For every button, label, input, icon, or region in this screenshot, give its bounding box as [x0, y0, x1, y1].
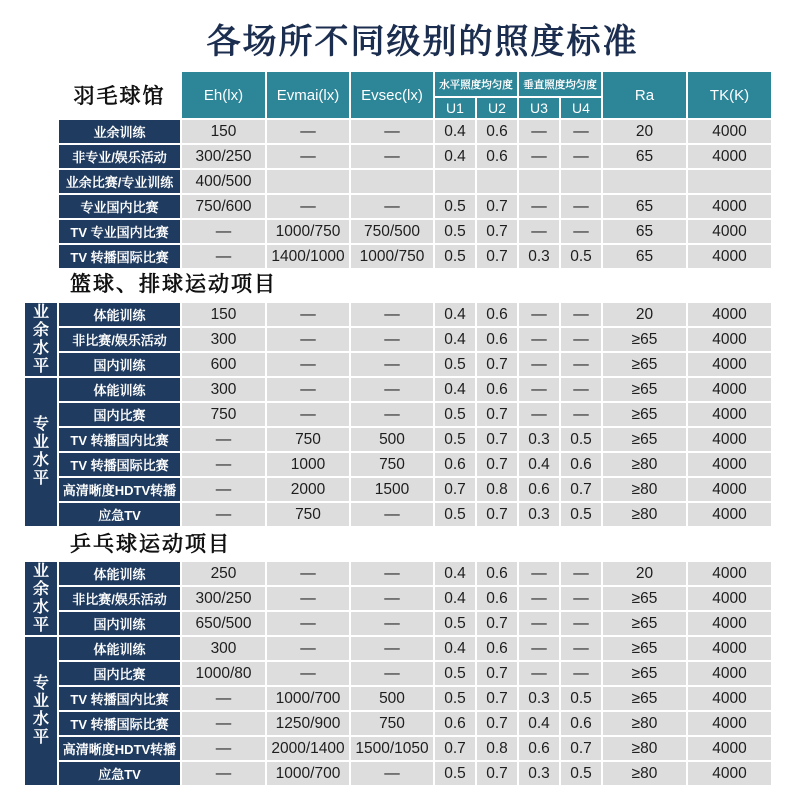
cell-u2: 0.6 — [477, 637, 517, 660]
row-label: 非专业/娱乐活动 — [59, 145, 180, 168]
cell-u1: 0.5 — [435, 245, 475, 268]
cell-evsec: — — [351, 403, 433, 426]
cell-tk: 4000 — [688, 478, 771, 501]
cell-ra: 65 — [603, 145, 686, 168]
row-label: 非比赛/娱乐活动 — [59, 587, 180, 610]
cell-eh: — — [182, 428, 265, 451]
cell-ra: ≥80 — [603, 478, 686, 501]
cell-u2: 0.7 — [477, 762, 517, 785]
cell-u3: 0.3 — [519, 503, 559, 526]
cell-ra: ≥65 — [603, 428, 686, 451]
cell-u3: 0.3 — [519, 687, 559, 710]
cell-evmai: — — [267, 353, 349, 376]
cell-ra: ≥80 — [603, 762, 686, 785]
cell-evmai: 2000 — [267, 478, 349, 501]
cell-evmai: — — [267, 378, 349, 401]
cell-u2: 0.7 — [477, 428, 517, 451]
cell-ra: ≥65 — [603, 328, 686, 351]
row-label: 高清晰度HDTV转播 — [59, 737, 180, 760]
cell-evmai: — — [267, 145, 349, 168]
cell-u1: 0.5 — [435, 762, 475, 785]
cell-ra: 20 — [603, 562, 686, 585]
cell-ra: ≥80 — [603, 453, 686, 476]
cell-eh: — — [182, 220, 265, 243]
cell-u2: 0.6 — [477, 587, 517, 610]
cell-u2: 0.7 — [477, 687, 517, 710]
cell-u3: 0.3 — [519, 762, 559, 785]
cell-tk: 4000 — [688, 453, 771, 476]
group-label — [25, 303, 57, 376]
table-body — [25, 120, 771, 268]
cell-u3: — — [519, 195, 559, 218]
cell-evsec: — — [351, 378, 433, 401]
cell-ra: 65 — [603, 245, 686, 268]
cell-u4: 0.5 — [561, 428, 601, 451]
row-label: 专业国内比赛 — [59, 195, 180, 218]
cell-evsec: 500 — [351, 687, 433, 710]
header-evsec: Evsec(lx) — [351, 72, 433, 118]
cell-u4: — — [561, 403, 601, 426]
cell-evmai: — — [267, 612, 349, 635]
cell-evmai: — — [267, 195, 349, 218]
cell-tk: 4000 — [688, 220, 771, 243]
cell-u4: — — [561, 195, 601, 218]
cell-u4: — — [561, 145, 601, 168]
cell-ra: ≥65 — [603, 662, 686, 685]
cell-evmai: 1000/750 — [267, 220, 349, 243]
cell-evsec: — — [351, 120, 433, 143]
cell-evmai: — — [267, 303, 349, 326]
cell-u3: — — [519, 662, 559, 685]
cell-eh: 650/500 — [182, 612, 265, 635]
cell-evsec: 750 — [351, 712, 433, 735]
cell-tk: 4000 — [688, 328, 771, 351]
cell-tk: 4000 — [688, 737, 771, 760]
cell-tk: 4000 — [688, 712, 771, 735]
cell-u2: 0.7 — [477, 612, 517, 635]
cell-u1: 0.5 — [435, 662, 475, 685]
cell-eh: 1000/80 — [182, 662, 265, 685]
cell-u2: 0.7 — [477, 662, 517, 685]
cell-evmai: — — [267, 587, 349, 610]
cell-evsec — [351, 170, 433, 193]
cell-tk: 4000 — [688, 762, 771, 785]
cell-u4: 0.6 — [561, 453, 601, 476]
row-label: TV 转播国际比赛 — [59, 245, 180, 268]
cell-u1: 0.6 — [435, 453, 475, 476]
cell-evsec: 500 — [351, 428, 433, 451]
cell-u2: 0.7 — [477, 195, 517, 218]
cell-eh: 750/600 — [182, 195, 265, 218]
cell-evsec: 1500/1050 — [351, 737, 433, 760]
row-label: 体能训练 — [59, 637, 180, 660]
cell-tk: 4000 — [688, 662, 771, 685]
cell-evmai: 2000/1400 — [267, 737, 349, 760]
group-label-text: 业余水平 — [32, 303, 49, 375]
row-label: TV 转播国际比赛 — [59, 453, 180, 476]
cell-u1: 0.6 — [435, 712, 475, 735]
cell-u4: 0.5 — [561, 245, 601, 268]
cell-tk — [688, 170, 771, 193]
cell-u4: — — [561, 353, 601, 376]
cell-u1: 0.5 — [435, 353, 475, 376]
cell-u1: 0.4 — [435, 120, 475, 143]
cell-u1: 0.5 — [435, 195, 475, 218]
cell-u3: — — [519, 637, 559, 660]
cell-eh: 300 — [182, 328, 265, 351]
cell-u2: 0.6 — [477, 303, 517, 326]
cell-evsec: — — [351, 637, 433, 660]
cell-evmai: 750 — [267, 428, 349, 451]
cell-u3: — — [519, 328, 559, 351]
cell-tk: 4000 — [688, 195, 771, 218]
cell-u4: — — [561, 612, 601, 635]
cell-u4: — — [561, 303, 601, 326]
header-horizontal-uniformity: 水平照度均匀度 — [435, 72, 517, 96]
cell-tk: 4000 — [688, 637, 771, 660]
cell-evsec: — — [351, 353, 433, 376]
cell-u4: 0.6 — [561, 712, 601, 735]
cell-ra: ≥65 — [603, 687, 686, 710]
row-label: 应急TV — [59, 503, 180, 526]
cell-u2: 0.8 — [477, 737, 517, 760]
cell-tk: 4000 — [688, 503, 771, 526]
cell-u1: 0.4 — [435, 378, 475, 401]
row-label: 国内训练 — [59, 612, 180, 635]
cell-u4: 0.7 — [561, 478, 601, 501]
row-label: 国内训练 — [59, 353, 180, 376]
cell-u3: 0.3 — [519, 428, 559, 451]
cell-eh: — — [182, 687, 265, 710]
cell-eh: — — [182, 478, 265, 501]
cell-u1: 0.7 — [435, 737, 475, 760]
cell-eh: — — [182, 503, 265, 526]
cell-evsec: — — [351, 612, 433, 635]
cell-ra — [603, 170, 686, 193]
cell-eh: — — [182, 245, 265, 268]
cell-u1: 0.5 — [435, 503, 475, 526]
cell-eh: 300/250 — [182, 145, 265, 168]
cell-eh: 300 — [182, 378, 265, 401]
cell-u1: 0.5 — [435, 612, 475, 635]
cell-u3: 0.6 — [519, 737, 559, 760]
row-label: 体能训练 — [59, 378, 180, 401]
cell-evmai: — — [267, 120, 349, 143]
cell-u4: — — [561, 637, 601, 660]
group-label-text: 专业水平 — [32, 675, 49, 746]
cell-u3: — — [519, 612, 559, 635]
cell-u4: 0.5 — [561, 687, 601, 710]
cell-eh: 300 — [182, 637, 265, 660]
cell-u3: — — [519, 403, 559, 426]
row-label: 业余训练 — [59, 120, 180, 143]
cell-tk: 4000 — [688, 687, 771, 710]
cell-eh: 150 — [182, 120, 265, 143]
cell-ra: 65 — [603, 220, 686, 243]
cell-tk: 4000 — [688, 587, 771, 610]
table-body — [25, 562, 771, 785]
cell-u2: 0.6 — [477, 120, 517, 143]
cell-eh: — — [182, 453, 265, 476]
row-label: 国内比赛 — [59, 403, 180, 426]
cell-evmai: 1250/900 — [267, 712, 349, 735]
cell-u3 — [519, 170, 559, 193]
cell-tk: 4000 — [688, 145, 771, 168]
cell-ra: ≥80 — [603, 503, 686, 526]
cell-evsec: — — [351, 562, 433, 585]
cell-evsec: 1000/750 — [351, 245, 433, 268]
cell-u3: 0.3 — [519, 245, 559, 268]
cell-eh: 600 — [182, 353, 265, 376]
cell-evmai: — — [267, 403, 349, 426]
cell-u1: 0.4 — [435, 303, 475, 326]
group-label — [25, 562, 57, 635]
cell-u2: 0.7 — [477, 220, 517, 243]
cell-evsec: — — [351, 662, 433, 685]
cell-u2: 0.6 — [477, 145, 517, 168]
cell-ra: ≥65 — [603, 612, 686, 635]
cell-evmai: — — [267, 662, 349, 685]
cell-u3: — — [519, 378, 559, 401]
header-tk: TK(K) — [688, 72, 771, 118]
cell-u1: 0.4 — [435, 328, 475, 351]
header-eh: Eh(lx) — [182, 72, 265, 118]
cell-evmai: 1000 — [267, 453, 349, 476]
section-title: 篮球、排球运动项目 — [70, 273, 277, 296]
cell-tk: 4000 — [688, 562, 771, 585]
cell-evsec: — — [351, 587, 433, 610]
cell-tk: 4000 — [688, 403, 771, 426]
cell-u3: — — [519, 303, 559, 326]
cell-u4: — — [561, 378, 601, 401]
cell-eh: — — [182, 762, 265, 785]
cell-u4: — — [561, 562, 601, 585]
cell-tk: 4000 — [688, 378, 771, 401]
cell-ra: ≥65 — [603, 587, 686, 610]
cell-eh: 250 — [182, 562, 265, 585]
cell-u4: 0.5 — [561, 762, 601, 785]
header-vertical-uniformity: 垂直照度均匀度 — [519, 72, 601, 96]
cell-u2: 0.6 — [477, 378, 517, 401]
cell-u1: 0.4 — [435, 637, 475, 660]
cell-u3: — — [519, 145, 559, 168]
cell-u4: — — [561, 587, 601, 610]
table-header — [25, 72, 771, 118]
cell-tk: 4000 — [688, 353, 771, 376]
cell-evsec: — — [351, 195, 433, 218]
cell-u4: 0.5 — [561, 503, 601, 526]
cell-eh: 300/250 — [182, 587, 265, 610]
cell-eh: — — [182, 737, 265, 760]
cell-evmai: — — [267, 328, 349, 351]
cell-eh: 750 — [182, 403, 265, 426]
group-label-text: 专业水平 — [32, 416, 49, 487]
cell-u1: 0.5 — [435, 403, 475, 426]
cell-u3: — — [519, 220, 559, 243]
cell-u1 — [435, 170, 475, 193]
cell-ra: ≥80 — [603, 712, 686, 735]
cell-u1: 0.5 — [435, 428, 475, 451]
cell-tk: 4000 — [688, 428, 771, 451]
cell-u4: — — [561, 220, 601, 243]
cell-ra: 20 — [603, 120, 686, 143]
cell-u1: 0.5 — [435, 687, 475, 710]
row-label: TV 转播国内比赛 — [59, 687, 180, 710]
cell-u2: 0.6 — [477, 562, 517, 585]
cell-evsec: — — [351, 328, 433, 351]
cell-u4: — — [561, 662, 601, 685]
row-label: 国内比赛 — [59, 662, 180, 685]
cell-evsec: 1500 — [351, 478, 433, 501]
row-label: 体能训练 — [59, 562, 180, 585]
cell-u2: 0.7 — [477, 503, 517, 526]
cell-evmai: — — [267, 562, 349, 585]
cell-evmai: 1000/700 — [267, 762, 349, 785]
cell-evmai: 1000/700 — [267, 687, 349, 710]
cell-u2: 0.7 — [477, 453, 517, 476]
cell-evmai: 1400/1000 — [267, 245, 349, 268]
header-evmai: Evmai(lx) — [267, 72, 349, 118]
cell-u1: 0.4 — [435, 562, 475, 585]
cell-u4: 0.7 — [561, 737, 601, 760]
cell-evsec: — — [351, 762, 433, 785]
cell-ra: ≥65 — [603, 353, 686, 376]
row-label: TV 专业国内比赛 — [59, 220, 180, 243]
row-label: 业余比赛/专业训练 — [59, 170, 180, 193]
cell-evsec: 750/500 — [351, 220, 433, 243]
cell-eh: — — [182, 712, 265, 735]
cell-u4: — — [561, 328, 601, 351]
header-ra: Ra — [603, 72, 686, 118]
group-label-text: 业余水平 — [32, 562, 49, 634]
cell-u3: — — [519, 562, 559, 585]
section-title: 羽毛球馆 — [73, 85, 166, 108]
cell-evsec: — — [351, 503, 433, 526]
cell-u3: 0.6 — [519, 478, 559, 501]
cell-evmai — [267, 170, 349, 193]
row-label: TV 转播国际比赛 — [59, 712, 180, 735]
group-label — [25, 378, 57, 526]
cell-evsec: 750 — [351, 453, 433, 476]
cell-u3: — — [519, 120, 559, 143]
cell-ra: ≥65 — [603, 378, 686, 401]
row-label: 高清晰度HDTV转播 — [59, 478, 180, 501]
cell-ra: ≥65 — [603, 403, 686, 426]
cell-ra: ≥65 — [603, 637, 686, 660]
cell-evsec: — — [351, 145, 433, 168]
cell-tk: 4000 — [688, 120, 771, 143]
group-label — [25, 637, 57, 785]
cell-eh: 150 — [182, 303, 265, 326]
section-title: 乒乓球运动项目 — [70, 533, 231, 556]
cell-evsec: — — [351, 303, 433, 326]
header-u1: U1 — [435, 98, 475, 118]
cell-evmai: 750 — [267, 503, 349, 526]
table-body — [25, 303, 771, 526]
row-label: 非比赛/娱乐活动 — [59, 328, 180, 351]
cell-tk: 4000 — [688, 245, 771, 268]
cell-u2: 0.6 — [477, 328, 517, 351]
cell-ra: 20 — [603, 303, 686, 326]
row-label: 应急TV — [59, 762, 180, 785]
cell-u3: 0.4 — [519, 453, 559, 476]
row-label: 体能训练 — [59, 303, 180, 326]
cell-u2: 0.7 — [477, 712, 517, 735]
cell-ra: 65 — [603, 195, 686, 218]
cell-u4: — — [561, 120, 601, 143]
cell-u2: 0.7 — [477, 245, 517, 268]
header-u2: U2 — [477, 98, 517, 118]
cell-u2: 0.8 — [477, 478, 517, 501]
cell-u1: 0.5 — [435, 220, 475, 243]
cell-ra: ≥80 — [603, 737, 686, 760]
row-label: TV 转播国内比赛 — [59, 428, 180, 451]
cell-u2: 0.7 — [477, 353, 517, 376]
cell-u4 — [561, 170, 601, 193]
cell-u1: 0.4 — [435, 145, 475, 168]
cell-u2: 0.7 — [477, 403, 517, 426]
cell-u3: 0.4 — [519, 712, 559, 735]
cell-tk: 4000 — [688, 612, 771, 635]
page-title: 各场所不同级别的照度标准 — [206, 23, 639, 61]
header-u4: U4 — [561, 98, 601, 118]
header-u3: U3 — [519, 98, 559, 118]
cell-evmai: — — [267, 637, 349, 660]
cell-u1: 0.4 — [435, 587, 475, 610]
cell-eh: 400/500 — [182, 170, 265, 193]
cell-u1: 0.7 — [435, 478, 475, 501]
cell-u2 — [477, 170, 517, 193]
cell-tk: 4000 — [688, 303, 771, 326]
cell-u3: — — [519, 353, 559, 376]
cell-u3: — — [519, 587, 559, 610]
